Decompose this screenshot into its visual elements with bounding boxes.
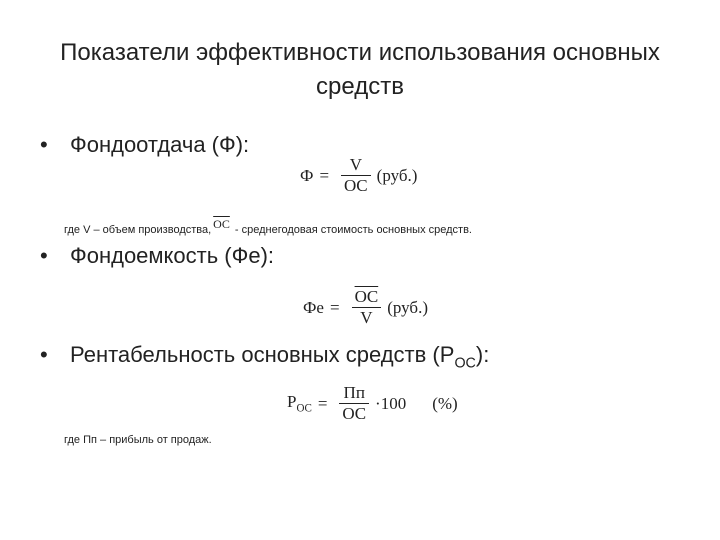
bullet-fondoemkost: [40, 243, 274, 269]
formula-fraction: [352, 288, 382, 327]
formula-numerator: Пп: [343, 383, 365, 402]
formula-numerator: $\overline{OC}$: [354, 287, 379, 306]
bullet-label: Фондоотдача (Ф):: [70, 132, 250, 157]
note-prefix: где V – объем производства,: [64, 224, 212, 236]
bullet-label-end: ):: [475, 342, 490, 367]
title-line-2: средств: [316, 73, 404, 100]
title-line-1: Показатели эффективности использования основных: [60, 39, 660, 66]
formula-rentabelnost: [287, 384, 458, 423]
note-suffix: - среднегодовая стоимость основных средств.: [231, 224, 472, 236]
bullet-fondootdacha: [40, 132, 249, 158]
formula-multiplier: ·100: [375, 393, 407, 413]
formula-lhs-sub: OC: [296, 402, 312, 415]
bullet-dot: •: [40, 342, 48, 367]
formula-fraction: [339, 384, 369, 423]
bullet-rentabelnost: [40, 342, 489, 371]
formula-suffix: (руб.): [387, 297, 428, 317]
formula-lhs-main: P: [287, 392, 297, 412]
slide-title: [40, 36, 680, 104]
formula-fondootdacha: [300, 156, 417, 195]
bullet-label: Фондоемкость (Фе):: [70, 243, 275, 268]
formula-eq: =: [317, 393, 328, 413]
note-fondootdacha: [64, 217, 472, 237]
bullet-label-sub: ОС: [454, 355, 476, 372]
formula-fraction: [341, 156, 371, 195]
bullet-label: Рентабельность основных средств (Р: [70, 342, 455, 367]
formula-lhs: Фе: [303, 297, 324, 317]
formula-lhs: Ф: [300, 165, 314, 185]
formula-eq: =: [329, 297, 340, 317]
note-oc-symbol: $\overline{OC}$: [213, 217, 230, 231]
formula-suffix: (руб.): [376, 165, 418, 185]
formula-fondoemkost: [303, 288, 428, 327]
formula-lhs: [287, 392, 312, 414]
formula-denominator: OC: [344, 176, 368, 195]
formula-eq: =: [319, 165, 330, 185]
bullet-dot: •: [40, 243, 48, 268]
bullet-dot: •: [40, 132, 48, 157]
note-rentabelnost: где Пп – прибыль от продаж.: [64, 434, 212, 446]
formula-numerator: V: [349, 155, 362, 174]
formula-suffix: (%): [432, 393, 458, 413]
formula-denominator: V: [360, 308, 373, 327]
formula-denominator: OC: [342, 404, 367, 423]
